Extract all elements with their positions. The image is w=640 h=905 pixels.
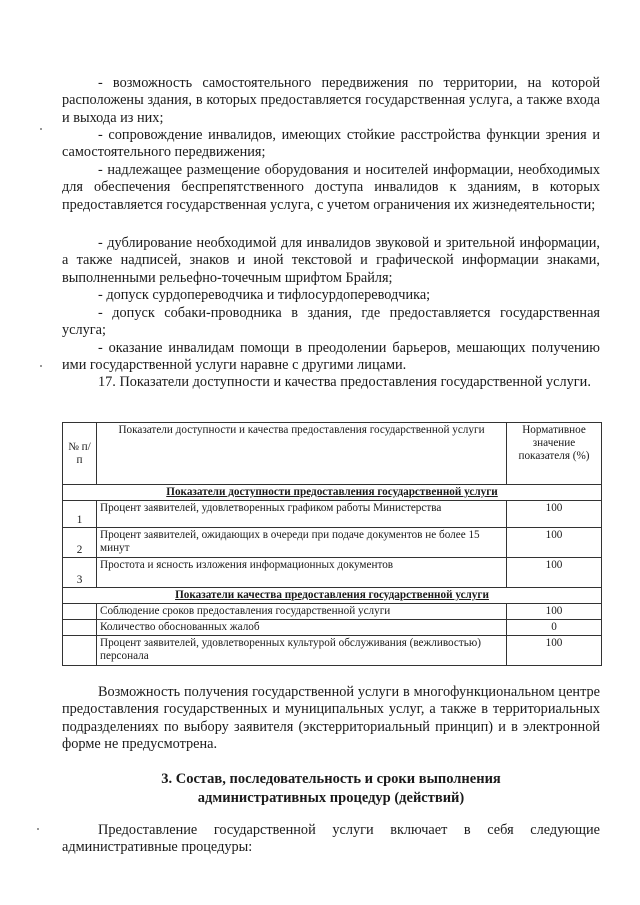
table-row: [63, 528, 602, 558]
row-indicator: Соблюдение сроков предоставления государственной услуги: [97, 604, 507, 620]
paragraph-sign-interpreter: - допуск сурдопереводчика и тифлосурдопереводчика;: [98, 287, 431, 303]
row-indicator: Процент заявителей, удовлетворенных графиком работы Министерства: [97, 501, 507, 528]
paragraph-guide-dog: - допуск собаки-проводника в здания, где предоставляется государственная услуга;: [62, 305, 600, 339]
header-indicator: Показатели доступности и качества предоставления государственной услуги: [97, 423, 507, 485]
indicators-table: [62, 422, 602, 666]
row-number: [63, 636, 97, 666]
row-number: 2: [63, 528, 97, 558]
row-value: 0: [507, 620, 602, 636]
paragraph-mfc: Возможность получения государственной услуги в многофункциональном центре предоставления государственных и муниципальных услуг, а также в территориальных подразделениях по выбору заявителя (экстерриториальный принцип) и в электронной форме не предусмотрена.: [62, 684, 600, 752]
section-title-quality: Показатели качества предоставления государственной услуги: [63, 588, 602, 604]
section-heading-line-1: 3. Состав, последовательность и сроки выполнения: [161, 771, 501, 787]
section-row: [63, 588, 602, 604]
scan-speck: [37, 828, 39, 830]
paragraph-procedures: Предоставление государственной услуги включает в себя следующие административные процедуры:: [62, 822, 600, 856]
row-value: 100: [507, 501, 602, 528]
table-header-row: [63, 423, 602, 485]
paragraph-assistance: - оказание инвалидам помощи в преодолении барьеров, мешающих получению ими государственной услуги наравне с другими лицами.: [62, 340, 600, 374]
paragraph-equipment: - надлежащее размещение оборудования и носителей информации, необходимых для обеспечения беспрепятственного доступа инвалидов к зданиям, в которых предоставляется государственная услуга, с учетом ограничения их жизнедеятельности;: [62, 162, 600, 213]
row-indicator: Процент заявителей, удовлетворенных культурой обслуживания (вежливостью) персонала: [97, 636, 507, 666]
paragraph-braille: - дублирование необходимой для инвалидов звуковой и зрительной информации, а также надписей, знаков и иной текстовой и графической информации знаками, выполненными рельефно-точечным шрифтом Брайля;: [62, 235, 600, 286]
row-number: [63, 604, 97, 620]
table-row: [63, 604, 602, 620]
row-value: 100: [507, 636, 602, 666]
row-number: [63, 620, 97, 636]
scan-speck: [40, 365, 42, 367]
row-number: 3: [63, 558, 97, 588]
paragraph-item-17: 17. Показатели доступности и качества предоставления государственной услуги.: [98, 374, 591, 390]
scan-speck: [40, 128, 42, 130]
row-value: 100: [507, 604, 602, 620]
row-number: 1: [63, 501, 97, 528]
table-row: [63, 620, 602, 636]
table-row: [63, 558, 602, 588]
table-row: [63, 501, 602, 528]
row-value: 100: [507, 558, 602, 588]
header-num: № п/п: [63, 423, 97, 485]
row-indicator: Процент заявителей, ожидающих в очереди при подаче документов не более 15 минут: [97, 528, 507, 558]
section-row: [63, 485, 602, 501]
section-title-accessibility: Показатели доступности предоставления государственной услуги: [63, 485, 602, 501]
table-row: [63, 636, 602, 666]
paragraph-escort: - сопровождение инвалидов, имеющих стойкие расстройства функции зрения и самостоятельного передвижения;: [62, 127, 600, 161]
section-heading: [62, 770, 600, 808]
row-value: 100: [507, 528, 602, 558]
section-heading-line-2: административных процедур (действий): [197, 790, 465, 806]
row-indicator: Количество обоснованных жалоб: [97, 620, 507, 636]
header-normative-value: Нормативное значение показателя (%): [507, 423, 602, 485]
paragraph-movement: - возможность самостоятельного передвижения по территории, на которой расположены здания, в которых предоставляется государственная услуга, а также входа и выхода из них;: [62, 75, 600, 126]
row-indicator: Простота и ясность изложения информационных документов: [97, 558, 507, 588]
